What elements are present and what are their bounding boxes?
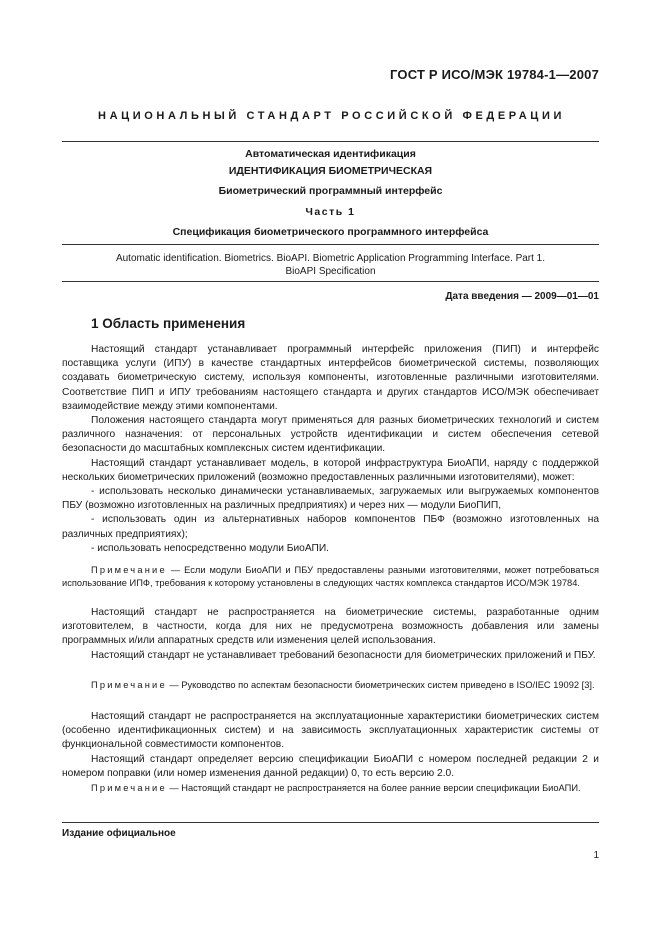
paragraph: Настоящий стандарт не распространяется на эксплуатационные характеристики биометрических систем (особенно идентификационных систем) и на зависимость эксплуатационных характеристик системы от функциональной совместимости компонентов.: [62, 711, 599, 751]
edition-label: Издание официальное: [62, 828, 176, 839]
header-divider: [62, 141, 599, 142]
page-number: 1: [593, 850, 599, 861]
body-block-1: [62, 343, 599, 556]
note-label: Примечание: [91, 680, 167, 690]
english-title-line-2: BioAPI Specification: [285, 266, 376, 277]
paragraph: Настоящий стандарт определяет версию спецификации БиоАПИ с номером последней редакции 2 и номером поправки (или номер изменения данной редакции) 0, то есть версию 2.0.: [62, 753, 599, 779]
title-line-2: ИДЕНТИФИКАЦИЯ БИОМЕТРИЧЕСКАЯ: [228, 165, 433, 177]
body-block-3: [62, 710, 599, 781]
paragraph: Настоящий стандарт не устанавливает требований безопасности для биометрических приложений и ПБУ.: [91, 649, 596, 661]
english-title-line-1: Automatic identification. Biometrics. BioAPI. Biometric Application Programming Interface. Part 1.: [115, 253, 546, 264]
note-text: — Руководство по аспектам безопасности биометрических систем приведено в ISO/IEC 19092 [3].: [166, 680, 595, 690]
paragraph: Положения настоящего стандарта могут применяться для разных биометрических технологий и систем различного назначения: от персональных устройств идентификации и систем обеспечения сетевой безопасности до масштабных комплексных систем идентификации.: [62, 415, 599, 455]
footer-divider: [62, 822, 599, 823]
english-title: [62, 252, 599, 278]
english-title-divider: [62, 281, 599, 282]
national-standard-banner: НАЦИОНАЛЬНЫЙ СТАНДАРТ РОССИЙСКОЙ ФЕДЕРАЦИИ: [98, 110, 565, 122]
note-3: [62, 782, 599, 795]
list-item: - использовать один из альтернативных наборов компонентов ПБФ (возможно изготовленных на различных предприятиях);: [62, 514, 599, 540]
introduction-date: Дата введения — 2009—01—01: [445, 291, 599, 302]
title-line-3: Биометрический программный интерфейс: [218, 185, 443, 197]
list-item: - использовать несколько динамически устанавливаемых, загружаемых или выгружаемых компонентов ПБУ (возможно изготовленных на различных предприятиях) и через них — модули БиоПИП,: [62, 486, 599, 512]
paragraph: Настоящий стандарт не распространяется на биометрические системы, разработанные одним изготовителем, в частности, когда для них не предусмотрена возможность добавления или замены программных и/или аппаратных средств или изменения целей использования.: [62, 607, 599, 647]
note-label: Примечание: [91, 783, 167, 793]
note-label: Примечание: [91, 565, 167, 575]
paragraph: Настоящий стандарт устанавливает программный интерфейс приложения (ПИП) и интерфейс поставщика услуги (ИПУ) в качестве стандартных интерфейсов биометрической системы, позволяющих создавать биометрическую систему, используя компоненты, изготовленные различными изготовителями. Соответствие ПИП и ИПУ требованиям настоящего стандарта и других стандартов ИСО/МЭК обеспечивает взаимодействие между этими компонентами.: [62, 344, 599, 412]
title-line-1: Автоматическая идентификация: [245, 148, 416, 160]
section-heading: 1 Область применения: [91, 316, 246, 331]
title-part: Часть 1: [305, 206, 356, 218]
note-1: [62, 564, 599, 590]
note-text: — Если модули БиоАПИ и ПБУ предоставлены разными изготовителями, может потребоваться использование ИПФ, требования к которому установлены в следующих частях комплекса стандартов ИСО/МЭК 19784.: [62, 565, 599, 588]
list-item: - использовать непосредственно модули БиоАПИ.: [91, 542, 329, 554]
paragraph: Настоящий стандарт устанавливает модель, в которой инфраструктура БиоАПИ, наряду с поддержкой нескольких биометрических приложений (возможно предоставленных различными изготовителями), может:: [62, 457, 599, 483]
title-line-5: Спецификация биометрического программного интерфейса: [172, 226, 489, 238]
note-2: [62, 679, 599, 692]
title-divider: [62, 244, 599, 245]
standard-code: ГОСТ Р ИСО/МЭК 19784-1—2007: [390, 67, 599, 82]
note-text: — Настоящий стандарт не распространяется на более ранние версии спецификации БиоАПИ.: [166, 783, 581, 793]
body-block-2: [62, 606, 599, 663]
